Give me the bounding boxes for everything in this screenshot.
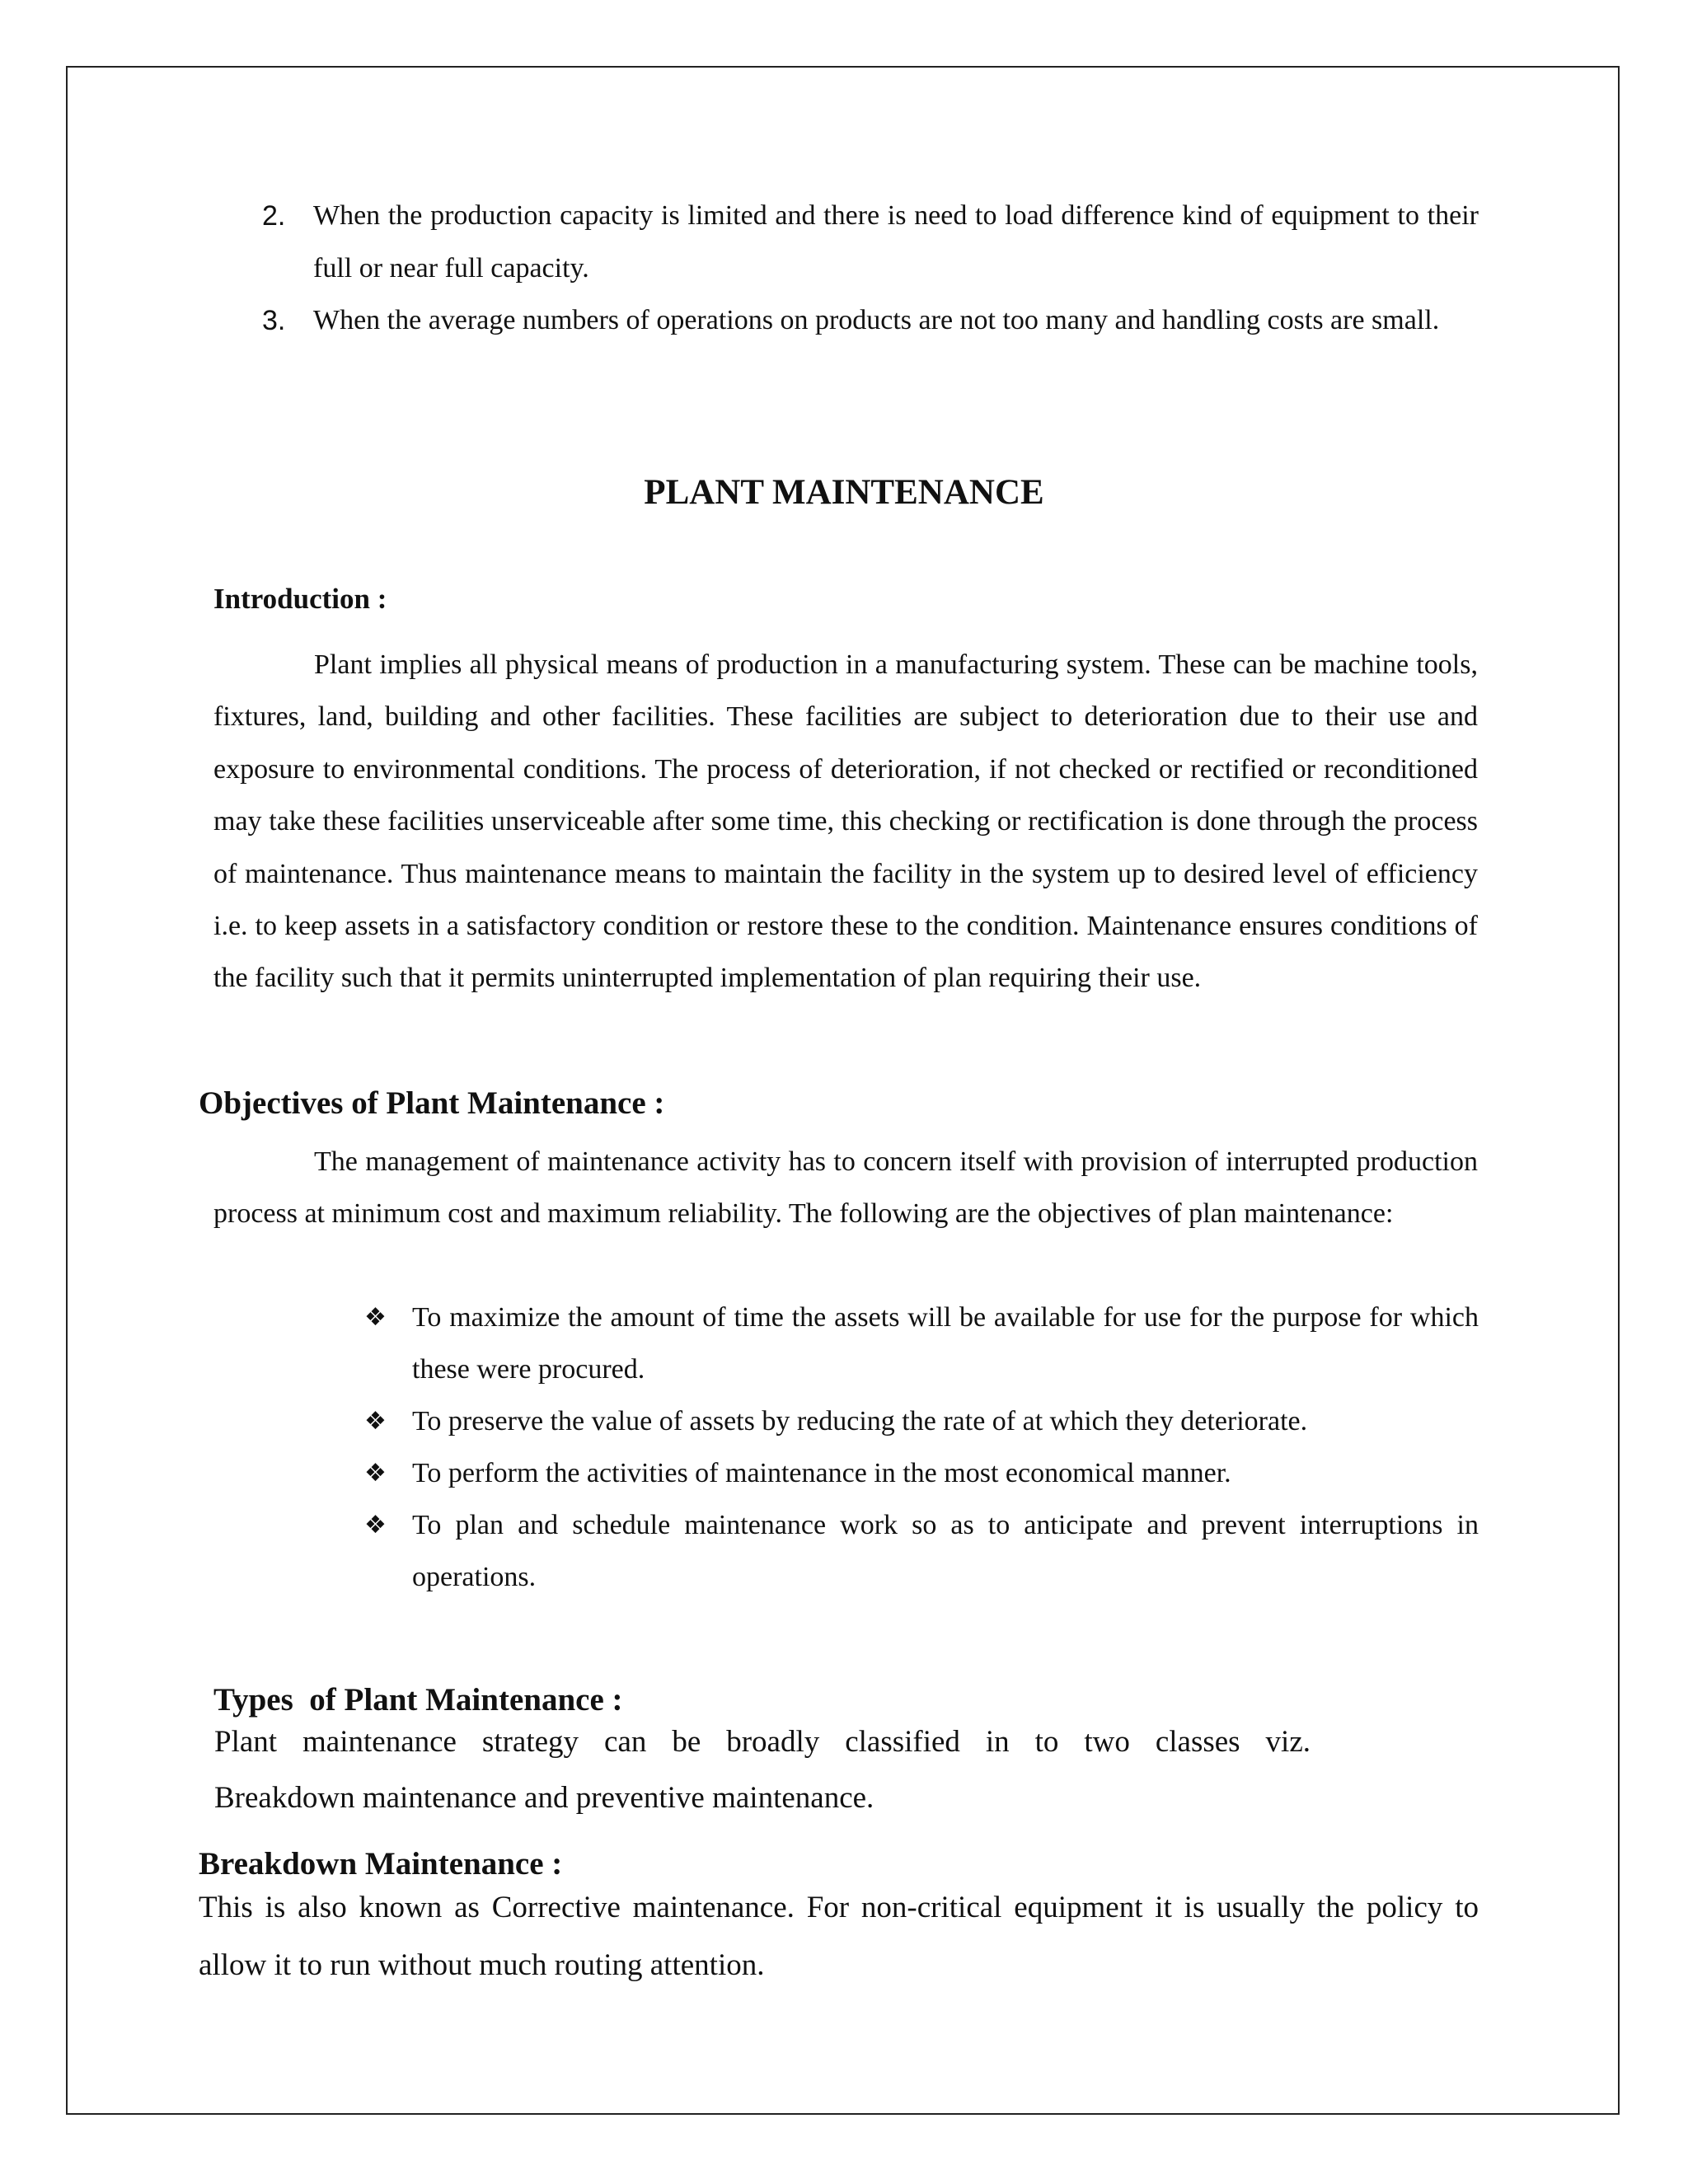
bullet-text: To preserve the value of assets by reducing the rate of at which they deteriorate. [412,1406,1308,1436]
introduction-heading: Introduction : [213,583,387,615]
list-item [361,1395,1479,1447]
types-line-2: Breakdown maintenance and preventive maintenance. [214,1781,874,1815]
objectives-heading: Objectives of Plant Maintenance : [199,1085,665,1121]
objectives-text: The management of maintenance activity has to concern itself with provision of interrupted production process at minimum cost and maximum reliability. The following are the objectives of plan maintenance: [213,1146,1478,1230]
list-item [361,1291,1479,1395]
types-heading: Types of Plant Maintenance : [213,1682,623,1718]
types-paragraph [214,1714,1311,1826]
diamond-bullet-icon: ❖ [364,1407,387,1436]
introduction-text: Plant implies all physical means of production in a manufacturing system. These can be machine tools, fixtures, land, building and other facilities. These facilities are subject to deterioration due to their use and exposure to environmental conditions. The process of deterioration, if not checked or rectified or reconditioned may take these facilities unserviceable after some time, this checking or rectification is done through the process of maintenance. Thus maintenance means to maintain the facility in the system up to desired level of efficiency i.e. to keep assets in a satisfactory condition or restore these to the condition. Maintenance ensures conditions of the facility such that it permits uninterrupted implementation of plan requiring their use. [213,649,1478,994]
breakdown-paragraph: This is also known as Corrective maintenance. For non-critical equipment it is usually the policy to allow it to run without much routing attention. [199,1891,1479,1982]
numbered-item [262,190,1479,295]
list-item [361,1447,1479,1499]
page-title: PLANT MAINTENANCE [644,473,1044,512]
item-number: 3. [262,305,286,336]
diamond-bullet-icon: ❖ [364,1511,387,1540]
types-line-1: Plant maintenance strategy can be broadly classified in to two classes viz. [214,1725,1311,1759]
bullet-text: To maximize the amount of time the assets will be available for use for the purpose for which these were procured. [412,1302,1479,1385]
bullet-text: To plan and schedule maintenance work so as to anticipate and prevent interruptions in operations. [412,1510,1479,1592]
objectives-paragraph [213,1136,1478,1240]
breakdown-heading: Breakdown Maintenance : [199,1846,563,1882]
objectives-list [361,1291,1479,1603]
bullet-text: To perform the activities of maintenance in the most economical manner. [412,1458,1231,1488]
item-text: When the production capacity is limited and there is need to load difference kind of equipment to their full or near full capacity. [313,200,1479,284]
numbered-item [262,294,1479,347]
item-text: When the average numbers of operations on products are not too many and handling costs are small. [313,305,1440,335]
introduction-paragraph [213,639,1478,1005]
item-number: 2. [262,200,286,232]
list-item [361,1499,1479,1603]
diamond-bullet-icon: ❖ [364,1303,387,1332]
diamond-bullet-icon: ❖ [364,1459,387,1488]
